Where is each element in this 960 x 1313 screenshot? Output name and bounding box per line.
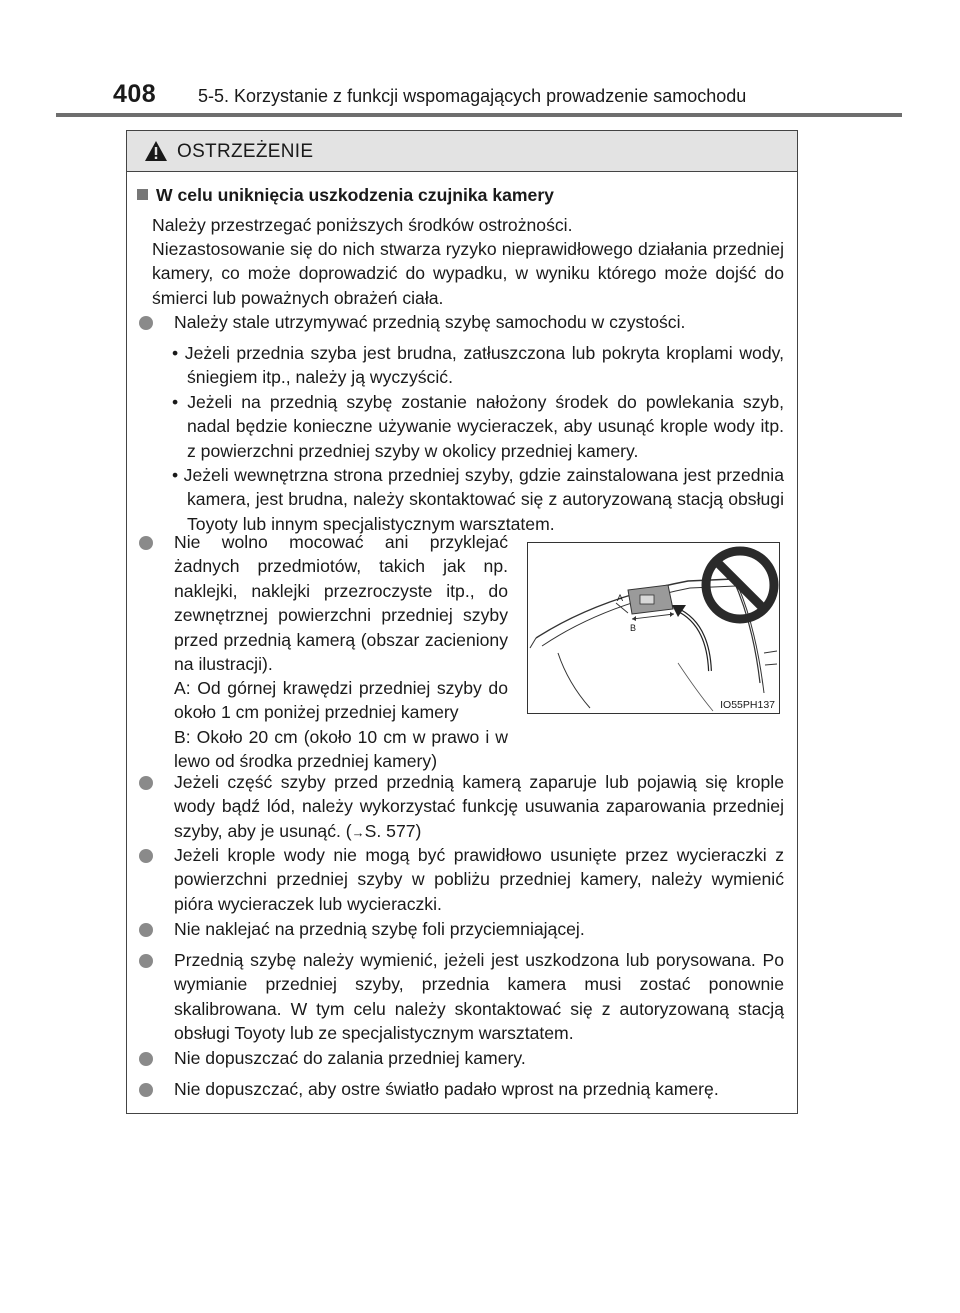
note-b: B: Około 20 cm (około 10 cm w prawo i w lewo od środka przedniej kamery) (174, 727, 508, 772)
label-b: B (630, 623, 637, 633)
bullet-text: Nie naklejać na przednią szybę foli przyciemniającej. (174, 919, 585, 939)
windshield-drawing (528, 543, 779, 713)
warning-title: OSTRZEŻENIE (177, 141, 314, 162)
bullet-text-part: Jeżeli część szyby przed przednią kamerą zaparuje lub pojawią się krople wody bądź lód, należy wykorzystać funkcję usuwania zaparowania przedniej szyby, aby je usunąć. ( (174, 772, 784, 841)
bullet-text (174, 770, 784, 845)
arrow-icon: → (351, 824, 365, 840)
page-reference: S. 577 (364, 820, 416, 841)
sub-item: • Jeżeli przednia szyba jest brudna, zatłuszczona lub pokryta kroplami wody, śniegiem itp., należy ją wyczyścić. (172, 343, 784, 388)
bullet-dot-icon (139, 536, 153, 550)
sub-item: • Jeżeli na przednią szybę zostanie nałożony środek do powlekania szyb, nadal będzie konieczne używanie wycieraczek, aby usunąć krople wody itp. z powierzchni przedniej szyby w okolicy przedniej kamery. (172, 392, 784, 461)
bullet-dot-icon (139, 1083, 153, 1097)
bullet-dot-icon (139, 849, 153, 863)
label-a: A (617, 593, 624, 603)
warning-box (126, 130, 798, 1114)
bullet-text: Nie dopuszczać, aby ostre światło padało wprost na przednią kamerę. (174, 1079, 719, 1099)
bullet-dot-icon (139, 776, 153, 790)
bullet-dot-icon (139, 1052, 153, 1066)
warning-heading (137, 183, 554, 207)
page-header (0, 0, 960, 120)
illustration-code: IO55PH137 (720, 699, 775, 711)
header-rule (56, 113, 902, 117)
bullet-dot-icon (139, 316, 153, 330)
bullet-text: Nie dopuszczać do zalania przedniej kamery. (174, 1048, 526, 1068)
bullet-dot-icon (139, 954, 153, 968)
page-number: 408 (113, 80, 157, 108)
section-title: 5-5. Korzystanie z funkcji wspomagających prowadzenie samochodu (198, 86, 747, 106)
bullet-text: Należy stale utrzymywać przednią szybę samochodu w czystości. (174, 312, 686, 332)
intro-paragraph: Niezastosowanie się do nich stwarza ryzyko nieprawidłowego działania przedniej kamery, co może doprowadzić do wypadku, w wyniku którego może dojść do śmierci lub poważnych obrażeń ciała. (152, 239, 784, 308)
bullet-text-part: ) (415, 820, 422, 841)
warning-triangle-icon (144, 140, 168, 162)
note-a: A: Od górnej krawędzi przedniej szyby do około 1 cm poniżej przedniej kamery (174, 678, 508, 723)
bullet-dot-icon (139, 923, 153, 937)
windshield-camera-illustration (527, 542, 780, 714)
intro-line-1: Należy przestrzegać poniższych środków ostrożności. (152, 215, 573, 235)
sub-item: • Jeżeli wewnętrzna strona przedniej szyby, gdzie zainstalowana jest przednia kamera, jest brudna, należy skontaktować się z autoryzowaną stacją obsługi Toyoty lub innym specjalistycznym warsztatem. (172, 465, 784, 534)
square-bullet-icon (137, 189, 148, 200)
bullet-text: Nie wolno mocować ani przyklejać żadnych przedmiotów, takich jak np. naklejki, naklejki przezroczyste itp., do zewnętrznej powierzchni przedniej szyby przed przednią kamerą (obszar zacieniony na ilustracji). (174, 532, 508, 675)
warning-heading-text: W celu uniknięcia uszkodzenia czujnika kamery (156, 185, 554, 205)
bullet-text: Jeżeli krople wody nie mogą być prawidłowo usunięte przez wycieraczki z powierzchni przedniej szyby w pobliżu przedniej kamery, należy wymienić pióra wycieraczek lub wycieraczki. (174, 845, 784, 914)
bullet-text: Przednią szybę należy wymienić, jeżeli jest uszkodzona lub porysowana. Po wymianie przedniej szyby, przednia kamera musi zostać ponownie skalibrowana. W tym celu należy skontaktować się z autoryzowaną stacją obsługi Toyoty lub ze specjalistycznym warsztatem. (174, 950, 784, 1044)
warning-header (127, 131, 797, 172)
